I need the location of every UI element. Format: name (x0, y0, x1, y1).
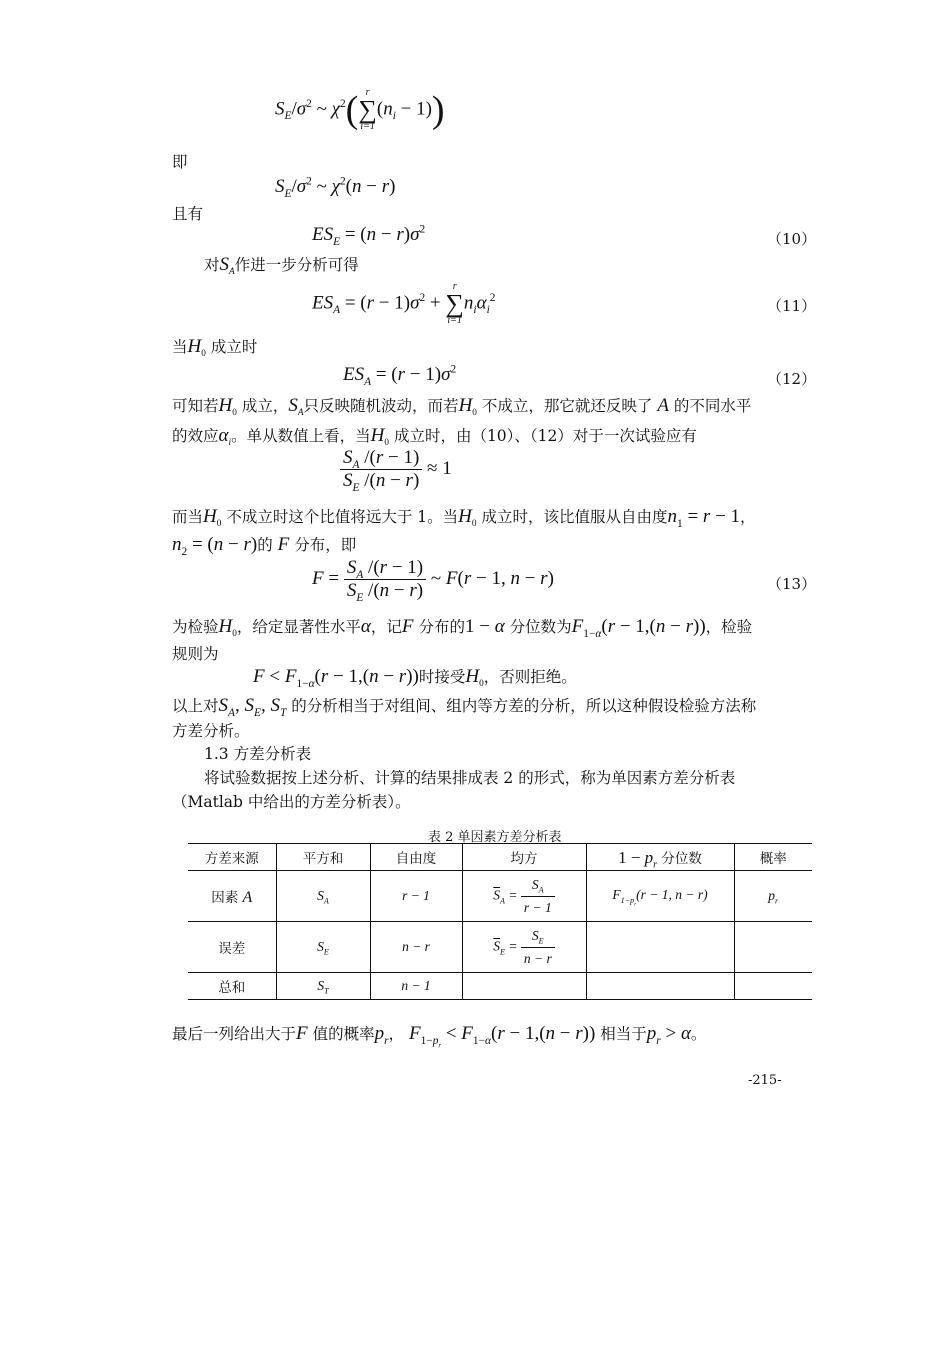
cell-ms: $\overline{S}_E$ = $\frac{S_E}{n - r}$ (462, 922, 586, 973)
paragraph-line-8: 以上对$S_A$, $S_E$, $S_T$ 的分析相当于对组间、组内等方差的分析，所以这种假设检验方法称 (172, 695, 757, 719)
header-ms: 均方 (462, 844, 586, 871)
equation-13: F = $\frac{S_A /(r - 1)}{S_E /(n - r)}$ ~ F(r − 1, n − r) (312, 557, 554, 604)
cell-ss: $S_T$ (276, 973, 370, 1000)
header-prob: 概率 (734, 844, 812, 871)
paragraph-line-5: 为检验$H_0$，给定显著性水平α，记F 分布的1 − α 分位数为$F_{1-\alpha}(r - 1,(n - r))$，检验 (172, 616, 753, 640)
cell-ms: $\overline{S}_A$ = $\frac{S_A}{r - 1}$ (462, 871, 586, 922)
header-quantile: $1 - p_r$ 分位数 (586, 844, 734, 871)
table-caption: 表 2 单因素方差分析表 (428, 830, 562, 845)
cell-df: n − 1 (370, 973, 462, 1000)
table-row (188, 922, 812, 973)
header-source: 方差来源 (188, 844, 276, 871)
equation-se-chi-sum: $S_E/\sigma^2$ ~ $\chi^2$( r ∑ i=1 $(n_i - 1)$) (275, 87, 445, 132)
paragraph-line-4: $n_2 = (n - r)$的 F 分布，即 (172, 534, 357, 558)
table-header-row (188, 844, 812, 871)
decision-rule: $F < F_{1-\alpha}(r - 1,(n - r))$时接受$H_0$，否则拒绝。 (253, 666, 577, 690)
page-number: -215- (748, 1073, 782, 1088)
cell-df: r − 1 (370, 871, 462, 922)
equation-ratio-approx: $\frac{S_A /(r - 1)}{S_E /(n - r)}$ ≈ 1 (340, 447, 452, 492)
header-df: 自由度 (370, 844, 462, 871)
cell-ss: $S_E$ (276, 922, 370, 973)
equation-11: $ES_A = (r - 1)\sigma^2$ + r ∑ i=1 $n_i\alpha_i^2$ (312, 281, 496, 326)
text-fangchafenxi: 方差分析。 (172, 722, 250, 740)
equation-10: $ES_E = (n - r)\sigma^2$ (312, 223, 426, 248)
cell-empty (734, 922, 812, 973)
cell-source-total: 总和 (188, 973, 276, 1000)
paragraph-line-1: 可知若$H_0$ 成立，$S_A$只反映随机波动，而若$H_0$ 不成立，那它就还反映了 A 的不同水平 (172, 395, 752, 419)
text-dui: 对$S_A$作进一步分析可得 (204, 254, 359, 278)
paragraph-line-2: 的效应$\alpha_i$。单从数值上看，当$H_0$ 成立时，由（10）、（12）对于一次试验应有 (172, 425, 697, 449)
paragraph-line-10: 将试验数据按上述分析、计算的结果排成表 2 的形式，称为单因素方差分析表 (204, 769, 736, 787)
cell-ss: $S_A$ (276, 871, 370, 922)
cell-source-error: 误差 (188, 922, 276, 973)
section-heading: 1.3 方差分析表 (204, 745, 312, 763)
cell-empty (586, 973, 734, 1000)
cell-empty (734, 973, 812, 1000)
paragraph-line-11: （Matlab 中给出的方差分析表）。 (172, 793, 411, 811)
equation-number-10: （10） (767, 230, 817, 248)
table-row (188, 871, 812, 922)
text-ji: 即 (172, 153, 188, 171)
cell-quantile: $F_{1-p_r}(r - 1$, n − r) (586, 871, 734, 922)
table-row (188, 973, 812, 1000)
equation-number-12: （12） (767, 370, 817, 388)
cell-df: n − r (370, 922, 462, 973)
paragraph-last: 最后一列给出大于F 值的概率$p_r$， $F_{1-p_r} < F_{1-\alpha}(r - 1,(n - r))$ 相当于$p_r > \alpha$。 (172, 1023, 707, 1050)
equation-12: $ES_A = (r - 1)\sigma^2$ (343, 363, 457, 388)
equation-number-13: （13） (767, 575, 817, 593)
header-ss: 平方和 (276, 844, 370, 871)
cell-empty (586, 922, 734, 973)
anova-table (188, 843, 812, 1000)
text-dang-h0: 当$H_0$ 成立时 (172, 336, 258, 360)
cell-source-factor: 因素 A (188, 871, 276, 922)
text-qieyou: 且有 (172, 205, 204, 223)
text-guize: 规则为 (172, 645, 219, 663)
paragraph-line-3: 而当$H_0$ 不成立时这个比值将远大于 1。当$H_0$ 成立时，该比值服从自由度$n_1 = r - 1$， (172, 506, 756, 530)
equation-se-chi: $S_E/\sigma^2$ ~ $\chi^2(n - r)$ (275, 175, 396, 200)
cell-empty (462, 973, 586, 1000)
cell-prob: $p_r$ (734, 871, 812, 922)
equation-number-11: （11） (767, 297, 817, 315)
